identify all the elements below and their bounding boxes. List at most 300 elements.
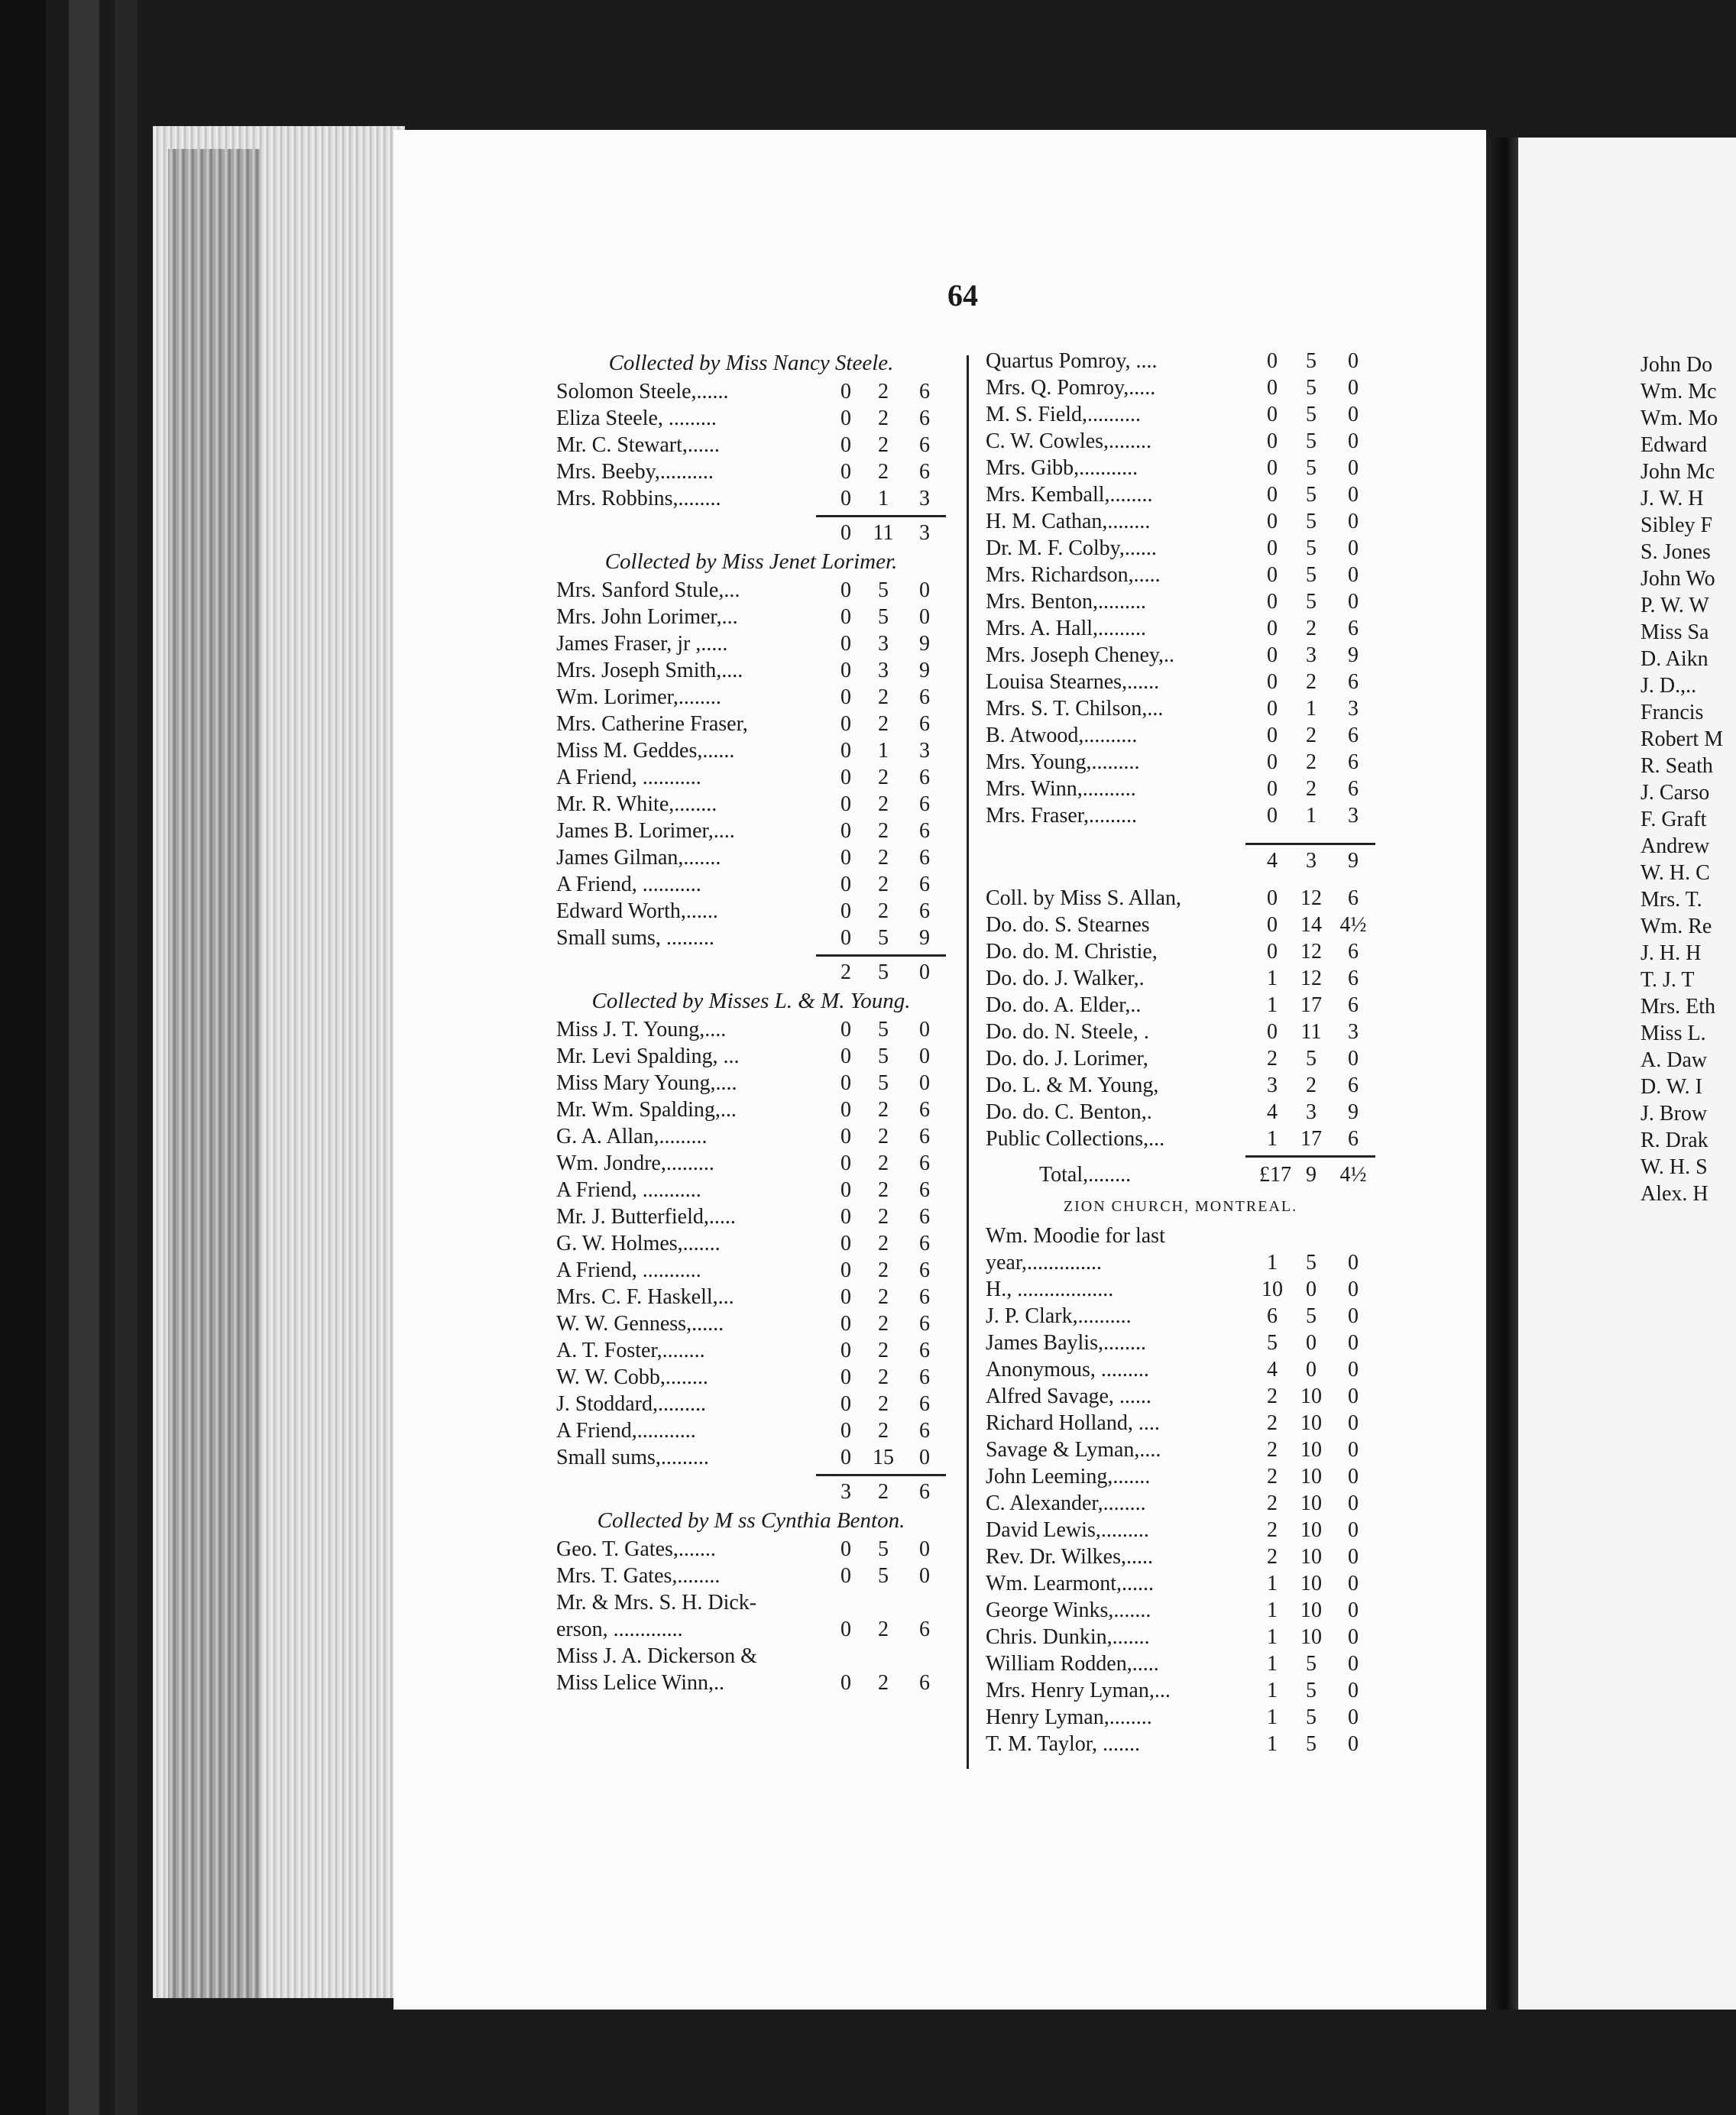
donor-name: James Baylis,........ xyxy=(986,1331,1146,1355)
ledger-row xyxy=(556,1670,946,1696)
amount-pounds: 0 xyxy=(840,1671,851,1695)
amount-pence: 0 xyxy=(1348,1251,1359,1275)
amount-pounds: 0 xyxy=(840,578,851,602)
ledger-row xyxy=(556,684,946,711)
amount-pounds: 0 xyxy=(840,1618,851,1641)
amount-pence: 0 xyxy=(1348,1331,1359,1355)
amount-pence: 0 xyxy=(1348,536,1359,560)
ledger-row xyxy=(556,871,946,898)
donor-name: A Friend, ........... xyxy=(556,766,701,789)
facing-page-line: J. Carso xyxy=(1640,781,1710,805)
donor-name: Do. L. & M. Young, xyxy=(986,1074,1159,1097)
donor-name: A Friend, ........... xyxy=(556,873,701,896)
amount-pounds: 0 xyxy=(840,1365,851,1389)
donor-name: Rev. Dr. Wilkes,..... xyxy=(986,1545,1153,1569)
amount-shillings xyxy=(863,1643,903,1670)
amount-pounds: 0 xyxy=(840,1232,851,1255)
amount-pence: 0 xyxy=(1348,456,1359,480)
amount-shillings: 5 xyxy=(1306,536,1317,560)
amount-pence: 6 xyxy=(1348,670,1359,694)
amount-shillings: 1 xyxy=(878,487,889,510)
donor-name: Mrs. Gibb,........... xyxy=(986,456,1138,480)
donor-name: Henry Lyman,........ xyxy=(986,1705,1152,1729)
ledger-row xyxy=(986,802,1375,829)
amount-pence: 6 xyxy=(919,766,930,789)
amount-pence: 0 xyxy=(1348,1438,1359,1462)
amount-pence: 6 xyxy=(919,1419,930,1443)
donor-name: Mrs. Richardson,..... xyxy=(986,563,1161,587)
facing-page-line: Mrs. T. xyxy=(1640,888,1702,912)
ledger-row xyxy=(556,818,946,844)
ledger-row xyxy=(986,1704,1375,1731)
amount-pounds: 0 xyxy=(1267,670,1278,694)
donor-name: Coll. by Miss S. Allan, xyxy=(986,886,1181,910)
donor-name: C. Alexander,........ xyxy=(986,1492,1146,1515)
ledger-row xyxy=(986,885,1375,912)
amount-pence: 0 xyxy=(1348,1572,1359,1595)
amount-pounds: 1 xyxy=(1267,1625,1278,1649)
amount-pence: 6 xyxy=(919,460,930,484)
ledger-row xyxy=(986,1490,1375,1517)
amount-pence: 6 xyxy=(1348,886,1359,910)
amount-shillings: 5 xyxy=(878,1071,889,1095)
amount-shillings: 2 xyxy=(878,460,889,484)
donor-name: Alfred Savage, ...... xyxy=(986,1385,1151,1408)
amount-pounds: 0 xyxy=(840,460,851,484)
amount-shillings: 2 xyxy=(1306,724,1317,747)
donor-name: Mr. & Mrs. S. H. Dick- xyxy=(556,1591,757,1615)
amount-shillings: 2 xyxy=(878,1671,889,1695)
amount-pence: 6 xyxy=(919,873,930,896)
ledger-row xyxy=(556,791,946,818)
subtotal-pounds: 0 xyxy=(840,521,851,545)
ledger-row xyxy=(556,657,946,684)
donor-name: Miss Lelice Winn,.. xyxy=(556,1671,724,1695)
amount-shillings: 10 xyxy=(1300,1545,1322,1569)
amount-shillings: 3 xyxy=(878,659,889,682)
amount-pounds: 0 xyxy=(840,1537,851,1561)
facing-page-line: A. Daw xyxy=(1640,1048,1708,1072)
amount-shillings: 5 xyxy=(1306,456,1317,480)
facing-page-line: John Mc xyxy=(1640,460,1715,484)
amount-pounds: 0 xyxy=(840,1446,851,1469)
subtotal-pounds: 4 xyxy=(1267,849,1278,873)
ledger-row xyxy=(986,1126,1375,1152)
amount-pounds: 0 xyxy=(840,1339,851,1362)
facing-page xyxy=(1518,138,1736,2010)
amount-shillings: 10 xyxy=(1300,1465,1322,1488)
amount-shillings: 2 xyxy=(1306,750,1317,774)
ledger-row xyxy=(556,1150,946,1177)
amount-pounds: 0 xyxy=(1267,403,1278,426)
amount-pounds: 1 xyxy=(1267,1251,1278,1275)
subtotal-spacer xyxy=(556,1479,828,1505)
amount-pence: 6 xyxy=(1348,750,1359,774)
ledger-row xyxy=(986,535,1375,562)
amount-shillings: 11 xyxy=(1300,1020,1322,1044)
subtotal-row xyxy=(556,1479,946,1505)
facing-page-line: Mrs. Eth xyxy=(1640,995,1715,1019)
amount-pounds: 0 xyxy=(1267,456,1278,480)
amount-pence: 6 xyxy=(1348,1074,1359,1097)
donor-name: Mrs. Beeby,.......... xyxy=(556,460,714,484)
donor-name: A. T. Foster,........ xyxy=(556,1339,705,1362)
amount-shillings: 14 xyxy=(1300,913,1322,937)
book-gutter xyxy=(1486,138,1518,2010)
amount-pounds: 2 xyxy=(1267,1411,1278,1435)
ledger-row xyxy=(986,1356,1375,1383)
amount-pounds: 1 xyxy=(1267,1127,1278,1151)
amount-pence: 6 xyxy=(919,433,930,457)
amount-shillings: 10 xyxy=(1300,1572,1322,1595)
amount-pounds: 0 xyxy=(840,1125,851,1148)
right-column xyxy=(986,348,1375,1757)
amount-pence: 0 xyxy=(1348,590,1359,614)
amount-pounds: 0 xyxy=(1267,643,1278,667)
amount-pounds: 0 xyxy=(840,1258,851,1282)
amount-pounds: 2 xyxy=(1267,1545,1278,1569)
subtotal-spacer xyxy=(556,520,828,546)
ledger-row xyxy=(556,1616,946,1643)
amount-shillings: 2 xyxy=(878,1618,889,1641)
donor-name: Mrs. Winn,.......... xyxy=(986,777,1136,801)
facing-page-line: F. Graft xyxy=(1640,808,1707,831)
amount-shillings: 2 xyxy=(1306,1074,1317,1097)
amount-pounds: 0 xyxy=(840,1071,851,1095)
facing-page-line: John Do xyxy=(1640,353,1713,377)
amount-shillings: 10 xyxy=(1300,1438,1322,1462)
amount-shillings: 5 xyxy=(1306,590,1317,614)
amount-pounds: 0 xyxy=(1267,376,1278,400)
ledger-row xyxy=(986,615,1375,642)
amount-pounds: 2 xyxy=(1267,1465,1278,1488)
facing-page-line: John Wo xyxy=(1640,567,1715,591)
ledger-row xyxy=(556,378,946,405)
ledger-row xyxy=(986,1624,1375,1650)
amount-shillings: 2 xyxy=(878,1098,889,1122)
amount-pence: 0 xyxy=(1348,376,1359,400)
amount-pence: 4½ xyxy=(1339,913,1367,937)
amount-pence: 6 xyxy=(1348,967,1359,990)
amount-pence: 0 xyxy=(1348,429,1359,453)
ledger-row xyxy=(986,1463,1375,1490)
amount-pounds xyxy=(828,1589,863,1616)
amount-pence: 6 xyxy=(919,1618,930,1641)
amount-pounds: 0 xyxy=(840,659,851,682)
facing-page-line: W. H. S xyxy=(1640,1155,1708,1179)
amount-pounds: 1 xyxy=(1267,1572,1278,1595)
amount-pence: 6 xyxy=(919,1151,930,1175)
left-column xyxy=(556,348,946,1696)
grand-total-row xyxy=(986,1160,1375,1190)
amount-pence: 3 xyxy=(1348,1020,1359,1044)
amount-pence: 0 xyxy=(1348,483,1359,507)
amount-pounds: 0 xyxy=(840,926,851,950)
amount-shillings: 2 xyxy=(878,1419,889,1443)
amount-pence: 9 xyxy=(919,659,930,682)
donor-name: Mr. Levi Spalding, ... xyxy=(556,1045,740,1068)
amount-shillings: 17 xyxy=(1300,1127,1322,1151)
ledger-row xyxy=(986,722,1375,749)
amount-pence: 6 xyxy=(919,846,930,870)
ledger-row xyxy=(556,458,946,485)
ledger-row xyxy=(986,1072,1375,1099)
subtotal-pounds: 2 xyxy=(840,960,851,984)
amount-shillings: 2 xyxy=(878,1365,889,1389)
donor-name: Mrs. Kemball,........ xyxy=(986,483,1153,507)
amount-pence: 6 xyxy=(919,406,930,430)
amount-shillings: 2 xyxy=(878,380,889,403)
amount-shillings: 10 xyxy=(1300,1598,1322,1622)
donor-name: Do. do. J. Lorimer, xyxy=(986,1047,1148,1070)
ledger-row xyxy=(556,1070,946,1096)
donor-name: T. M. Taylor, ....... xyxy=(986,1732,1140,1756)
ledger-row xyxy=(556,1337,946,1364)
amount-shillings: 2 xyxy=(878,1232,889,1255)
donor-name: Small sums,......... xyxy=(556,1446,709,1469)
ledger-row xyxy=(986,562,1375,588)
ledger-row xyxy=(986,992,1375,1019)
amount-shillings: 1 xyxy=(878,739,889,763)
amount-pence: 0 xyxy=(1348,1545,1359,1569)
amount-pounds: 3 xyxy=(1267,1074,1278,1097)
amount-shillings: 10 xyxy=(1300,1385,1322,1408)
facing-page-line: J. W. H xyxy=(1640,487,1704,510)
subtotal-pence: 3 xyxy=(919,521,930,545)
amount-pounds: 0 xyxy=(1267,536,1278,560)
amount-shillings: 2 xyxy=(878,766,889,789)
subtotal-row xyxy=(556,520,946,546)
amount-pounds: 0 xyxy=(840,1178,851,1202)
facing-page-line: R. Drak xyxy=(1640,1129,1708,1152)
facing-page-line: Miss L. xyxy=(1640,1022,1706,1045)
facing-page-line: R. Seath xyxy=(1640,754,1713,778)
facing-page-line: J. H. H xyxy=(1640,941,1702,965)
amount-pence: 6 xyxy=(1348,1127,1359,1151)
ledger-row xyxy=(556,1310,946,1337)
amount-pounds: 0 xyxy=(1267,804,1278,828)
donor-name: James Fraser, jr ,..... xyxy=(556,632,728,656)
amount-shillings: 2 xyxy=(1306,670,1317,694)
amount-pence: 0 xyxy=(1348,510,1359,533)
subtotal-pounds: 3 xyxy=(840,1480,851,1504)
amount-pounds: 0 xyxy=(1267,940,1278,964)
amount-shillings: 15 xyxy=(873,1446,894,1469)
amount-pence: 0 xyxy=(1348,1465,1359,1488)
facing-page-line: Alex. H xyxy=(1640,1182,1708,1206)
ledger-row xyxy=(986,1276,1375,1303)
donor-name: Quartus Pomroy, .... xyxy=(986,349,1158,373)
ledger-row xyxy=(986,642,1375,669)
amount-pence: 9 xyxy=(1348,1100,1359,1124)
amount-pounds: 0 xyxy=(840,380,851,403)
amount-pounds: 0 xyxy=(840,899,851,923)
ledger-row xyxy=(986,1436,1375,1463)
column-divider xyxy=(967,355,969,1769)
amount-pounds: 0 xyxy=(840,605,851,629)
amount-pence: 6 xyxy=(919,1392,930,1416)
amount-pence: 0 xyxy=(919,1045,930,1068)
amount-shillings: 10 xyxy=(1300,1625,1322,1649)
amount-shillings: 2 xyxy=(878,1339,889,1362)
amount-pounds: 1 xyxy=(1267,1598,1278,1622)
amount-shillings: 5 xyxy=(1306,1705,1317,1729)
facing-page-line: Wm. Mc xyxy=(1640,380,1717,403)
donor-name: H., .................. xyxy=(986,1278,1114,1301)
amount-shillings: 2 xyxy=(878,433,889,457)
amount-pence: 6 xyxy=(919,712,930,736)
amount-shillings: 2 xyxy=(878,819,889,843)
ledger-row xyxy=(986,374,1375,401)
amount-pounds: 0 xyxy=(840,632,851,656)
amount-pence: 6 xyxy=(919,1671,930,1695)
amount-shillings: 5 xyxy=(1306,563,1317,587)
donor-name: G. A. Allan,......... xyxy=(556,1125,708,1148)
sum-rule xyxy=(556,1471,946,1479)
donor-name: Small sums, ......... xyxy=(556,926,714,950)
donor-name: Do. do. S. Stearnes xyxy=(986,913,1150,937)
donor-name: Mrs. Young,......... xyxy=(986,750,1140,774)
donor-name: Miss Mary Young,.... xyxy=(556,1071,737,1095)
amount-shillings: 5 xyxy=(878,1018,889,1041)
ledger-row xyxy=(556,1096,946,1123)
amount-shillings: 2 xyxy=(878,1312,889,1336)
amount-pence: 0 xyxy=(1348,1304,1359,1328)
ledger-row xyxy=(986,1517,1375,1543)
amount-pounds: 0 xyxy=(1267,349,1278,373)
amount-pence: 6 xyxy=(919,819,930,843)
amount-pounds: 0 xyxy=(840,487,851,510)
amount-pence: 0 xyxy=(919,605,930,629)
amount-pounds: 2 xyxy=(1267,1492,1278,1515)
page-number: 64 xyxy=(947,278,978,313)
amount-pounds: 4 xyxy=(1267,1358,1278,1381)
facing-page-line: Francis xyxy=(1640,701,1704,724)
donor-name: Mrs. Henry Lyman,... xyxy=(986,1679,1171,1702)
amount-shillings: 2 xyxy=(878,1285,889,1309)
section-heading: Collected by M ss Cynthia Benton. xyxy=(597,1508,905,1533)
amount-shillings: 2 xyxy=(878,1258,889,1282)
amount-pounds: 0 xyxy=(840,712,851,736)
donor-name: Wm. Jondre,......... xyxy=(556,1151,714,1175)
backdrop-stripe xyxy=(115,0,138,2115)
amount-shillings: 5 xyxy=(878,1537,889,1561)
amount-pence: 6 xyxy=(919,380,930,403)
facing-page-line: D. W. I xyxy=(1640,1075,1702,1099)
amount-pence: 0 xyxy=(1348,1598,1359,1622)
donor-name: year,.............. xyxy=(986,1251,1103,1275)
donor-name: G. W. Holmes,....... xyxy=(556,1232,721,1255)
amount-pence: 0 xyxy=(919,1564,930,1588)
ledger-row xyxy=(556,432,946,458)
donor-name: Chris. Dunkin,....... xyxy=(986,1625,1150,1649)
ledger-row xyxy=(556,1589,946,1616)
donor-name: Do. do. A. Elder,.. xyxy=(986,993,1142,1017)
donor-name: Mrs. A. Hall,......... xyxy=(986,617,1146,640)
donor-name: Mrs. Sanford Stule,... xyxy=(556,578,740,602)
amount-pence xyxy=(1331,1223,1375,1249)
amount-shillings: 5 xyxy=(878,578,889,602)
amount-pence: 6 xyxy=(919,1205,930,1229)
amount-pounds: 0 xyxy=(1267,913,1278,937)
amount-shillings: 2 xyxy=(878,899,889,923)
donor-name: Miss J. A. Dickerson & xyxy=(556,1644,757,1668)
amount-shillings: 2 xyxy=(1306,777,1317,801)
amount-pence: 0 xyxy=(1348,1732,1359,1756)
amount-pounds: 1 xyxy=(1267,993,1278,1017)
subtotal-shillings: 11 xyxy=(873,521,894,545)
ledger-row xyxy=(986,1543,1375,1570)
ledger-row xyxy=(556,630,946,657)
donor-name: W. W. Genness,...... xyxy=(556,1312,724,1336)
amount-shillings: 2 xyxy=(878,406,889,430)
ledger-row xyxy=(556,604,946,630)
donor-name: George Winks,....... xyxy=(986,1598,1151,1622)
amount-pounds: 1 xyxy=(1267,1652,1278,1676)
amount-shillings: 17 xyxy=(1300,993,1322,1017)
ledger-row xyxy=(556,737,946,764)
section-heading: Collected by Miss Jenet Lorimer. xyxy=(604,549,898,574)
book-page-edges-shadow xyxy=(168,149,260,1998)
subtotal-shillings: 2 xyxy=(878,1480,889,1504)
facing-page-line: Andrew xyxy=(1640,834,1710,858)
amount-pence: 0 xyxy=(1348,403,1359,426)
ledger-row xyxy=(986,481,1375,508)
amount-pounds: 2 xyxy=(1267,1385,1278,1408)
ledger-row xyxy=(986,1383,1375,1410)
amount-pounds: 0 xyxy=(840,1419,851,1443)
amount-pence: 9 xyxy=(919,926,930,950)
amount-pence: 6 xyxy=(919,685,930,709)
grand-total-label: Total,........ xyxy=(1039,1163,1132,1187)
amount-shillings: 3 xyxy=(1306,643,1317,667)
amount-pounds: 0 xyxy=(1267,724,1278,747)
spacer xyxy=(986,874,1375,885)
amount-pounds: 1 xyxy=(1267,1679,1278,1702)
amount-shillings: 10 xyxy=(1300,1411,1322,1435)
ledger-row xyxy=(986,455,1375,481)
ledger-row xyxy=(986,1099,1375,1126)
donor-name: Wm. Moodie for last xyxy=(986,1224,1165,1248)
amount-pounds: 0 xyxy=(1267,777,1278,801)
donor-name: Anonymous, ......... xyxy=(986,1358,1149,1381)
amount-shillings: 2 xyxy=(878,1205,889,1229)
ledger-row xyxy=(556,898,946,925)
amount-pence: 6 xyxy=(1348,993,1359,1017)
amount-pence xyxy=(903,1643,946,1670)
subtotal-row xyxy=(986,847,1375,874)
ledger-row xyxy=(986,1303,1375,1330)
donor-name: David Lewis,......... xyxy=(986,1518,1149,1542)
amount-pounds: 0 xyxy=(1267,563,1278,587)
ledger-row xyxy=(986,695,1375,722)
amount-pounds: 0 xyxy=(1267,750,1278,774)
donor-name: Wm. Learmont,...... xyxy=(986,1572,1155,1595)
ledger-row xyxy=(986,1731,1375,1757)
amount-shillings: 2 xyxy=(878,1178,889,1202)
facing-page-line: Wm. Re xyxy=(1640,915,1712,938)
section-heading: Collected by Miss Nancy Steele. xyxy=(608,351,894,375)
ledger-row xyxy=(986,1410,1375,1436)
donor-name: J. Stoddard,......... xyxy=(556,1392,706,1416)
amount-pence: 0 xyxy=(1348,1679,1359,1702)
section-heading: Collected by Misses L. & M. Young. xyxy=(591,989,911,1013)
amount-pence: 0 xyxy=(1348,1518,1359,1542)
amount-pence: 0 xyxy=(919,1018,930,1041)
donor-name: C. W. Cowles,........ xyxy=(986,429,1152,453)
ledger-row xyxy=(556,1643,946,1670)
donor-name: Miss M. Geddes,...... xyxy=(556,739,735,763)
